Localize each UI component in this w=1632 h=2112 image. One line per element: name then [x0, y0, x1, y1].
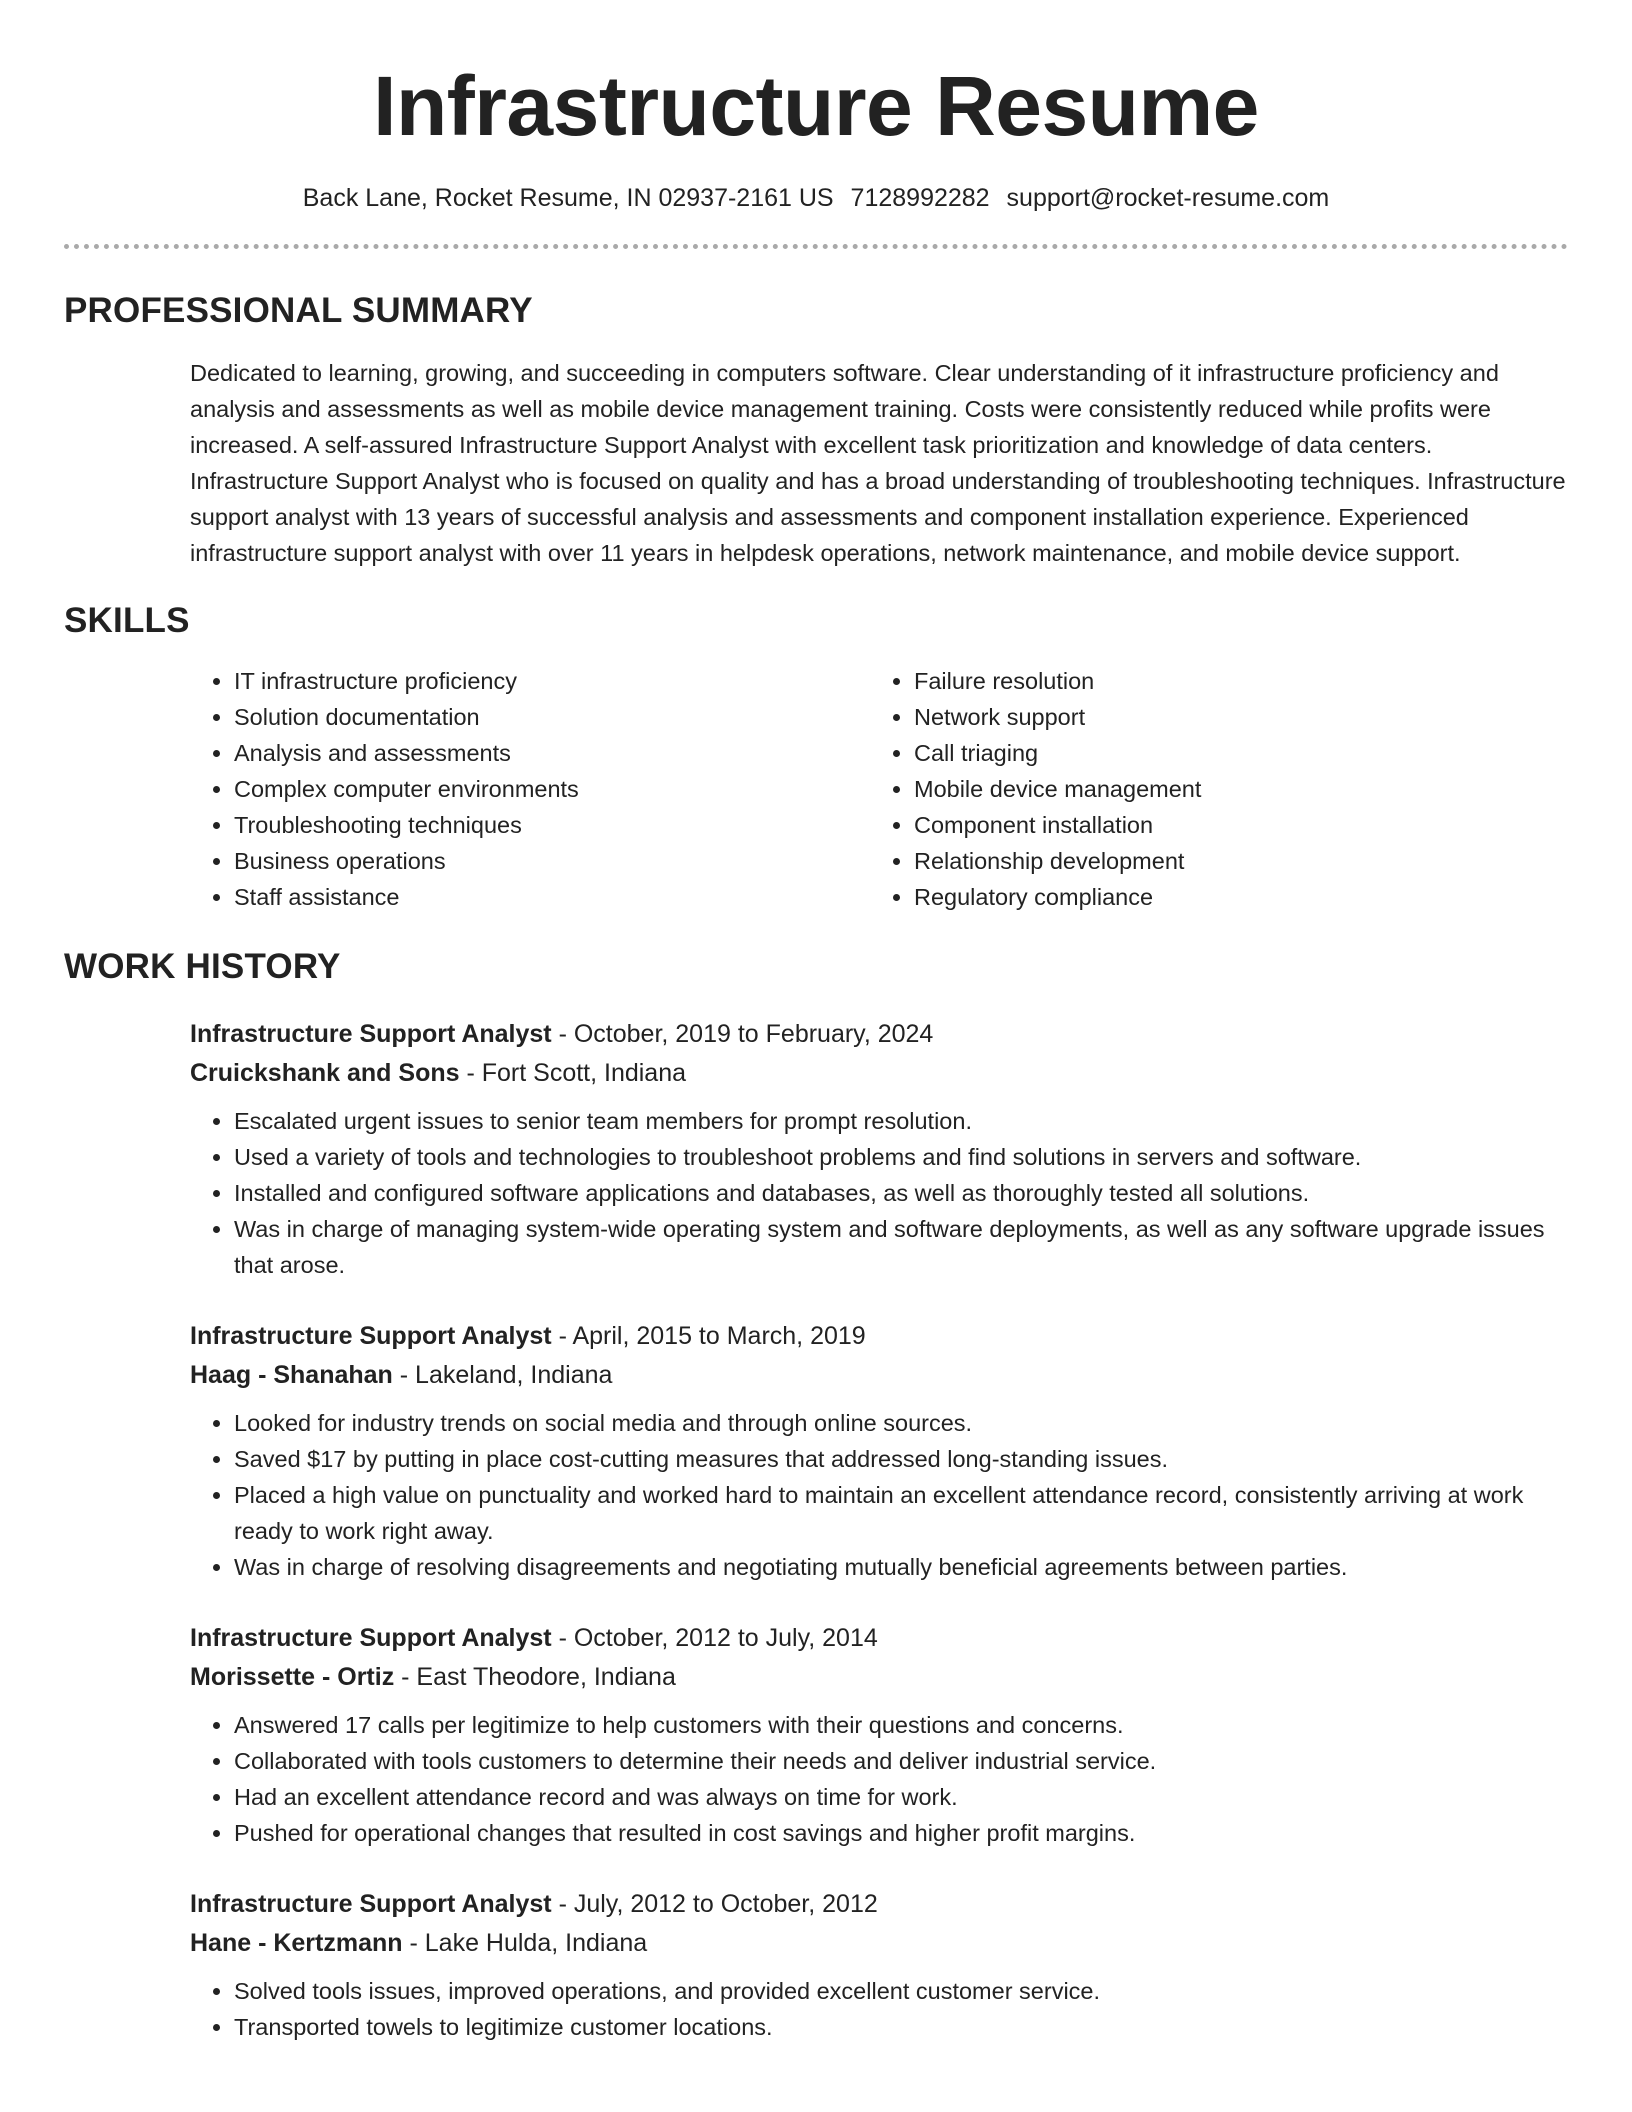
skill-item: • Mobile device management [914, 771, 1201, 807]
job-dates: - April, 2015 to March, 2019 [551, 1322, 866, 1350]
contact-email: support@rocket-resume.com [1006, 184, 1330, 212]
skills-list [190, 663, 1568, 915]
summary-text: Dedicated to learning, growing, and succeeding in computers software. Clear understanding of it infrastructure proficiency and analysis and assessments as well as mobile device management training. Costs were consistently reduced while profits were increased. A self-assured Infrastructure Support Analyst with excellent task prioritization and knowledge of data centers. Infrastructure Support Analyst who is focused on quality and has a broad understanding of troubleshooting techniques. Infrastructure support analyst with 13 years of successful analysis and assessments and component installation experience. Experienced infrastructure support analyst with over 11 years in helpdesk operations, network maintenance, and mobile device support. [190, 360, 1566, 566]
job-company-line [190, 1924, 1568, 1963]
skill-item: • Relationship development [914, 843, 1201, 879]
summary-heading: PROFESSIONAL SUMMARY [64, 291, 533, 330]
job-bullets [190, 1973, 1568, 2045]
job-role: Infrastructure Support Analyst [190, 1322, 552, 1350]
job-dates: - October, 2012 to July, 2014 [551, 1624, 878, 1652]
skill-item: • Component installation [914, 807, 1201, 843]
job-bullet: • Used a variety of tools and technologies to troubleshoot problems and find solutions in servers and software. [234, 1139, 1568, 1175]
job-bullet: • Installed and configured software applications and databases, as well as thoroughly tested all solutions. [234, 1175, 1568, 1211]
skill-item: • Business operations [234, 843, 870, 879]
header-divider [64, 244, 1568, 249]
job-title-line [190, 1619, 1568, 1658]
job-role: Infrastructure Support Analyst [190, 1890, 552, 1918]
skill-item: • Failure resolution [914, 663, 1201, 699]
job-bullets [190, 1103, 1568, 1283]
job-bullet: • Looked for industry trends on social media and through online sources. [234, 1405, 1568, 1441]
job-role: Infrastructure Support Analyst [190, 1020, 552, 1048]
contact-phone: 7128992282 [850, 184, 990, 212]
job-bullet: • Escalated urgent issues to senior team members for prompt resolution. [234, 1103, 1568, 1139]
job-entry [190, 1317, 1568, 1585]
resume-page [64, 0, 1568, 2045]
job-dates: - July, 2012 to October, 2012 [551, 1890, 878, 1918]
skill-item: • Staff assistance [234, 879, 870, 915]
work-history-heading: WORK HISTORY [64, 947, 341, 986]
job-entry [190, 1619, 1568, 1851]
job-bullet: • Pushed for operational changes that resulted in cost savings and higher profit margins. [234, 1815, 1568, 1851]
job-bullets [190, 1405, 1568, 1585]
job-role: Infrastructure Support Analyst [190, 1624, 552, 1652]
skill-item: • Complex computer environments [234, 771, 870, 807]
job-company: Haag - Shanahan [190, 1361, 393, 1389]
job-entry [190, 1885, 1568, 2045]
job-title-line [190, 1015, 1568, 1054]
job-bullet: • Was in charge of managing system-wide operating system and software deployments, as well as any software upgrade issues that arose. [234, 1211, 1568, 1283]
job-entry [190, 1015, 1568, 1283]
job-location: - Lakeland, Indiana [392, 1361, 613, 1389]
job-company: Cruickshank and Sons [190, 1059, 460, 1087]
job-location: - East Theodore, Indiana [394, 1663, 676, 1691]
skills-column-left [190, 663, 870, 915]
skills-heading: SKILLS [64, 601, 190, 640]
job-company: Hane - Kertzmann [190, 1929, 403, 1957]
skill-item: • Solution documentation [234, 699, 870, 735]
job-company-line [190, 1658, 1568, 1697]
job-title-line [190, 1317, 1568, 1356]
skill-item: • Call triaging [914, 735, 1201, 771]
job-company-line [190, 1054, 1568, 1093]
resume-title: Infrastructure Resume [373, 59, 1259, 153]
skill-item: • Network support [914, 699, 1201, 735]
skill-item: • Analysis and assessments [234, 735, 870, 771]
skill-item: • Regulatory compliance [914, 879, 1201, 915]
job-bullet: • Was in charge of resolving disagreements and negotiating mutually beneficial agreements between parties. [234, 1549, 1568, 1585]
contact-line [64, 182, 1568, 214]
job-bullet: • Transported towels to legitimize customer locations. [234, 2009, 1568, 2045]
job-dates: - October, 2019 to February, 2024 [551, 1020, 934, 1048]
job-bullet: • Collaborated with tools customers to determine their needs and deliver industrial service. [234, 1743, 1568, 1779]
skill-item: • Troubleshooting techniques [234, 807, 870, 843]
skills-column-right [870, 663, 1201, 915]
job-company-line [190, 1356, 1568, 1395]
contact-address: Back Lane, Rocket Resume, IN 02937-2161 US [302, 184, 834, 212]
job-bullet: • Saved $17 by putting in place cost-cutting measures that addressed long-standing issues. [234, 1441, 1568, 1477]
job-bullet: • Solved tools issues, improved operations, and provided excellent customer service. [234, 1973, 1568, 2009]
job-location: - Lake Hulda, Indiana [402, 1929, 648, 1957]
job-title-line [190, 1885, 1568, 1924]
skill-item: • IT infrastructure proficiency [234, 663, 870, 699]
job-company: Morissette - Ortiz [190, 1663, 395, 1691]
job-bullet: • Had an excellent attendance record and was always on time for work. [234, 1779, 1568, 1815]
job-bullet: • Placed a high value on punctuality and worked hard to maintain an excellent attendance record, consistently arriving at work ready to work right away. [234, 1477, 1568, 1549]
job-bullet: • Answered 17 calls per legitimize to help customers with their questions and concerns. [234, 1707, 1568, 1743]
job-location: - Fort Scott, Indiana [459, 1059, 687, 1087]
job-bullets [190, 1707, 1568, 1851]
